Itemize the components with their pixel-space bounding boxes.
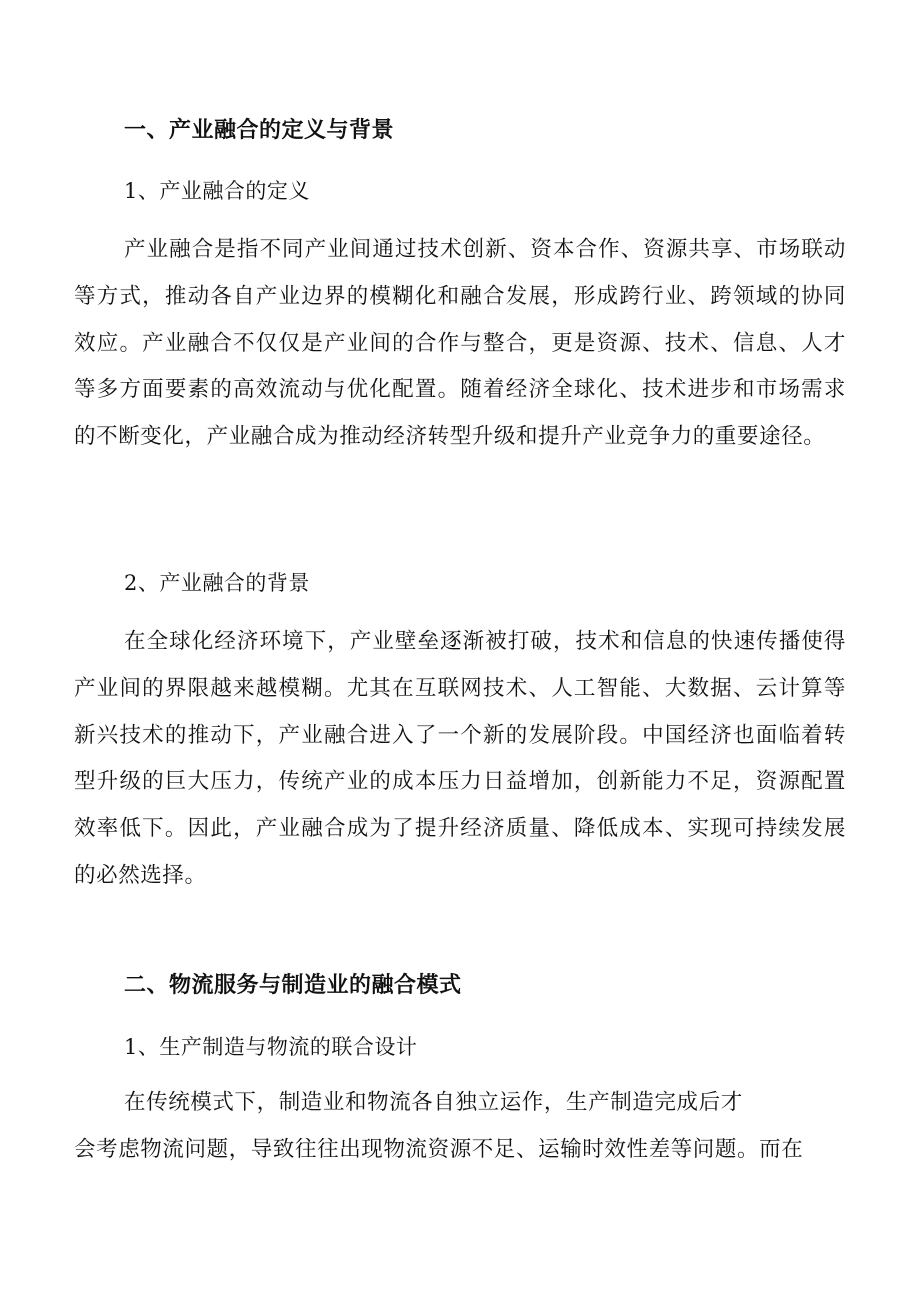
paragraph-definition: 产业融合是指不同产业间通过技术创新、资本合作、资源共享、市场联动等方式，推动各自产业边界的模糊化和融合发展，形成跨行业、跨领域的协同效应。产业融合不仅仅是产业间的合作与整合，更是资源、技术、信息、人才等多方面要素的高效流动与优化配置。随着经济全球化、技术进步和市场需求的不断变化，产业融合成为推动经济转型升级和提升产业竞争力的重要途径。 bbox=[74, 237, 846, 450]
paragraph-line: 在传统模式下，制造业和物流各自独立运作，生产制造完成后才 bbox=[124, 1090, 743, 1115]
subsection-heading-1-2: 2、产业融合的背景 bbox=[124, 571, 310, 595]
section-heading-2: 二、物流服务与制造业的融合模式 bbox=[124, 972, 462, 998]
paragraph-background: 在全球化经济环境下，产业壁垒逐渐被打破，技术和信息的快速传播使得产业间的界限越来越模糊。尤其在互联网技术、人工智能、大数据、云计算等新兴技术的推动下，产业融合进入了一个新的发展阶段。中国经济也面临着转型升级的巨大压力，传统产业的成本压力日益增加，创新能力不足，资源配置效率低下。因此，产业融合成为了提升经济质量、降低成本、实现可持续发展的必然选择。 bbox=[74, 629, 846, 888]
subsection-heading-2-1: 1、生产制造与物流的联合设计 bbox=[124, 1035, 418, 1059]
paragraph-line: 会考虑物流问题，导致往往出现物流资源不足、运输时效性差等问题。而在 bbox=[74, 1136, 804, 1162]
section-heading-1: 一、产业融合的定义与背景 bbox=[124, 117, 395, 143]
paragraph-joint-design bbox=[74, 1080, 846, 1174]
subsection-heading-1-1: 1、产业融合的定义 bbox=[124, 179, 310, 203]
